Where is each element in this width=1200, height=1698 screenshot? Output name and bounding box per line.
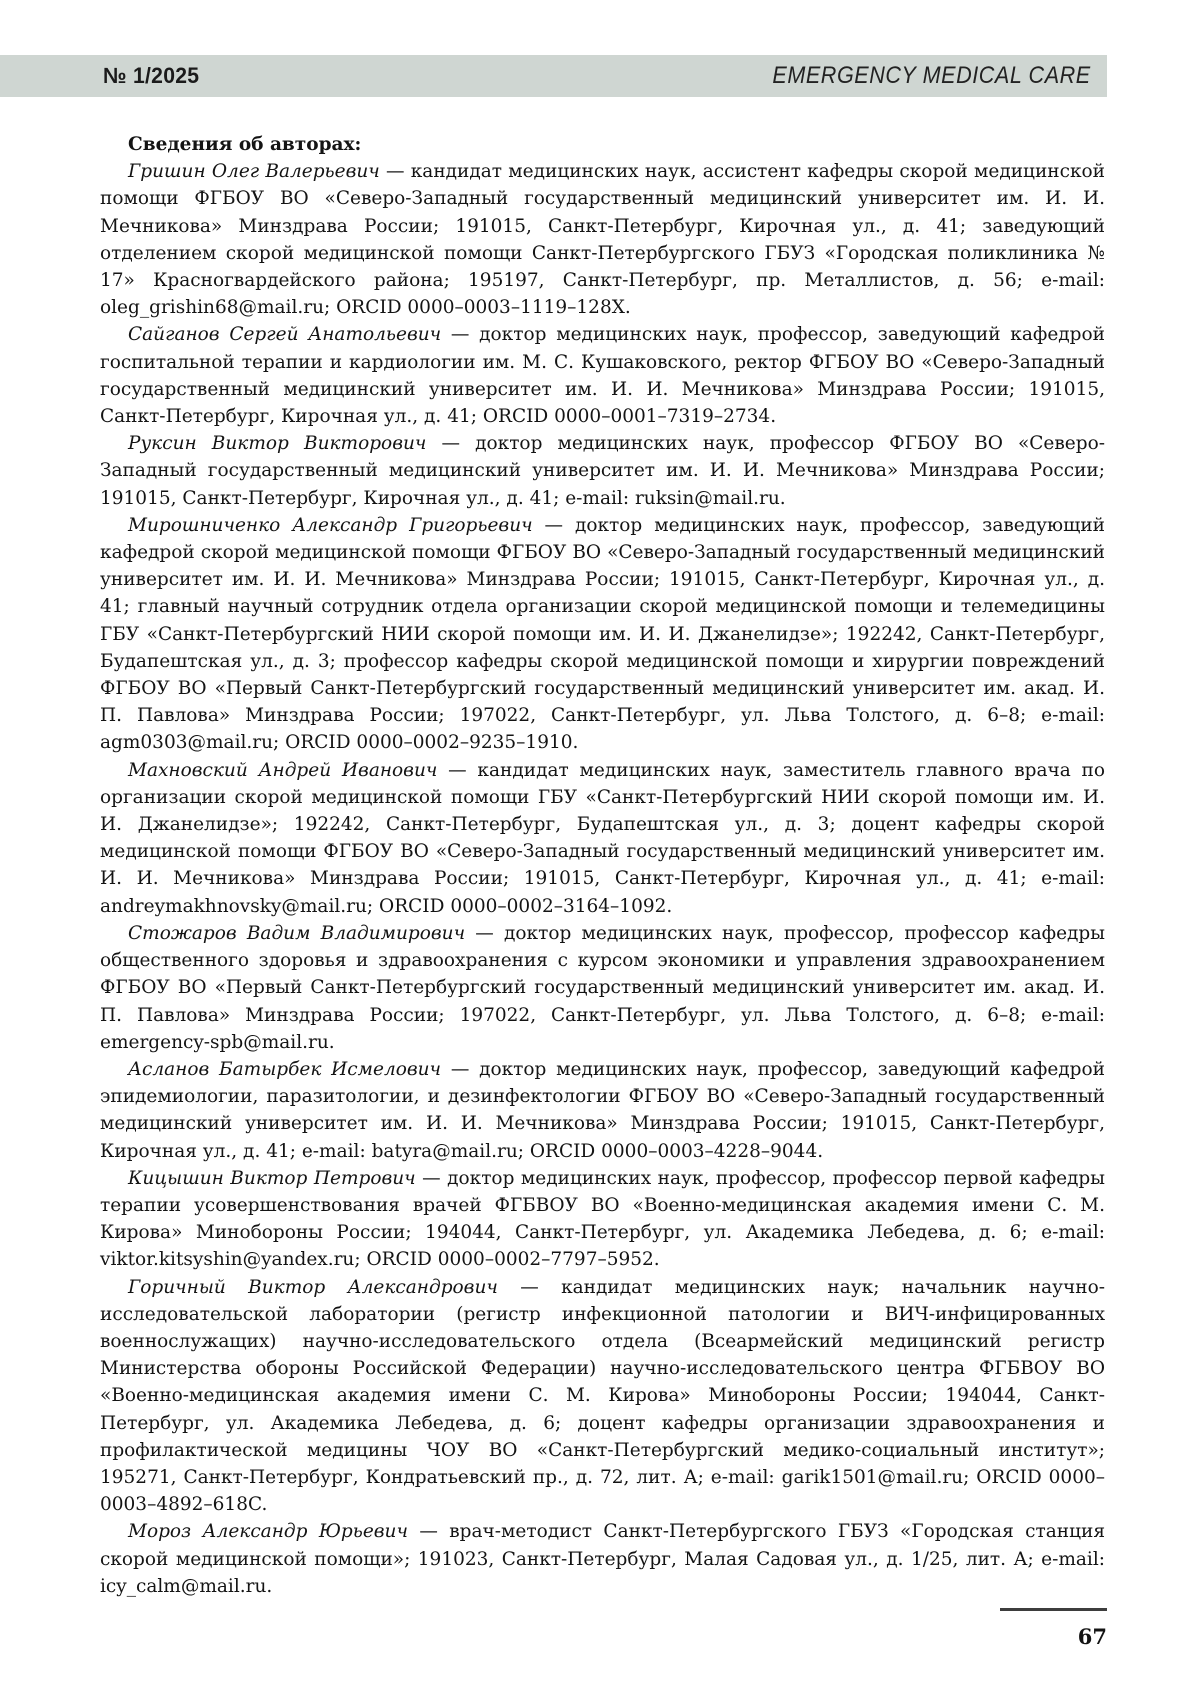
author-details: — кандидат медицинских наук, ассистент кафедры скорой медицинской помощи ФГБОУ ВО «Северо-Западный государственный медицинский университет им. И. И. Мечникова» Минздрава России; 191015, Санкт-Петербург, Кирочная ул., д. 41; заведующий отделением скорой медицинской помощи Санкт-Петербургского ГБУЗ «Городская поликлиника № 17» Красногвардейского района; 195197, Санкт-Петербург, пр. Металлистов, д. 56; e-mail: oleg_grishin68@mail.ru; ORCID 0000–0003–1119–128X. — [100, 161, 1106, 319]
author-details: — доктор медицинских наук, профессор, заведующий кафедрой скорой медицинской помощи ФГБОУ ВО «Северо-Западный государственный медицинский университет им. И. И. Мечникова» Минздрава России; 191015, Санкт-Петербург, Кирочная ул., д. 41; главный научный сотрудник отдела организации скорой медицинской помощи и телемедицины ГБУ «Санкт-Петербургский НИИ скорой помощи им. И. И. Джанелидзе»; 192242, Санкт-Петербург, Будапештская ул., д. 3; профессор кафедры скорой медицинской помощи и хирургии повреждений ФГБОУ ВО «Первый Санкт-Петербургский государственный медицинский университет им. акад. И. П. Павлова» Минздрава России; 197022, Санкт-Петербург, ул. Льва Толстого, д. 6–8; e-mail: agm0303@mail.ru; ORCID 0000–0002–9235–1910. — [100, 514, 1106, 754]
footer-rule — [1000, 1608, 1107, 1611]
author-details: — врач-методист Санкт-Петербургского ГБУЗ «Городская станция скорой медицинской помощи»; 191023, Санкт-Петербург, Малая Садовая ул., д. 1/25, лит. А; e-mail: icy_calm@mail.ru. — [100, 1521, 1105, 1597]
author-name: Руксин Виктор Викторович — [128, 433, 427, 455]
section-heading: Сведения об авторах: — [128, 134, 362, 155]
author-paragraph — [100, 512, 1105, 757]
author-paragraph — [100, 158, 1105, 321]
issue-number: № 1/2025 — [103, 63, 200, 88]
author-details: — кандидат медицинских наук, заместитель главного врача по организации скорой медицинской помощи ГБУ «Санкт-Петербургский НИИ скорой помощи им. И. И. Джанелидзе»; 192242, Санкт-Петербург, Будапештская ул., д. 3; доцент кафедры скорой медицинской помощи ФГБОУ ВО «Северо-Западный государственный медицинский университет им. И. И. Мечникова» Минздрава России; 191015, Санкт-Петербург, Кирочная ул., д. 41; e-mail: andreymakhnovsky@mail.ru; ORCID 0000–0002–3164–1092. — [100, 759, 1105, 917]
author-details: — доктор медицинских наук, профессор, заведующий кафедрой эпидемиологии, паразитологии, и дезинфектологии ФГБОУ ВО «Северо-Западный государственный медицинский университет им. И. И. Мечникова» Минздрава России; 191015, Санкт-Петербург, Кирочная ул., д. 41; e-mail: batyra@mail.ru; ORCID 0000–0003–4228–9044. — [100, 1058, 1105, 1162]
author-name: Сайганов Сергей Анатольевич — [128, 324, 442, 346]
author-details: — доктор медицинских наук, профессор, заведующий кафедрой госпитальной терапии и кардиологии им. М. С. Кушаковского, ректор ФГБОУ ВО «Северо-Западный государственный медицинский университет им. И. И. Мечникова» Минздрава России; 191015, Санкт-Петербург, Кирочная ул., д. 41; ORCID 0000–0001–7319–2734. — [100, 324, 1105, 428]
author-name: Стожаров Вадим Владимирович — [128, 922, 466, 944]
author-paragraph — [100, 757, 1105, 920]
journal-title: EMERGENCY MEDICAL CARE — [772, 62, 1091, 89]
author-paragraph — [100, 1518, 1105, 1600]
author-name: Мороз Александр Юрьевич — [128, 1521, 408, 1543]
author-paragraph — [100, 430, 1105, 512]
author-paragraph — [100, 1274, 1105, 1519]
page-header — [0, 55, 1107, 97]
author-details: — доктор медицинских наук, профессор, профессор первой кафедры терапии усовершенствования врачей ФГБВОУ ВО «Военно-медицинская академия имени С. М. Кирова» Минобороны России; 194044, Санкт-Петербург, ул. Академика Лебедева, д. 6; e-mail: viktor.kitsyshin@yandex.ru; ORCID 0000–0002–7797–5952. — [100, 1167, 1105, 1271]
author-details: — доктор медицинских наук, профессор, профессор кафедры общественного здоровья и здравоохранения с курсом экономики и управления здравоохранением ФГБОУ ВО «Первый Санкт-Петербургский государственный медицинский университет им. акад. И. П. Павлова» Минздрава России; 197022, Санкт-Петербург, ул. Льва Толстого, д. 6–8; e-mail: emergency-spb@mail.ru. — [100, 922, 1105, 1053]
author-details: — доктор медицинских наук, профессор ФГБОУ ВО «Северо-Западный государственный медицинский университет им. И. И. Мечникова» Минздрава России; 191015, Санкт-Петербург, Кирочная ул., д. 41; e-mail: ruksin@mail.ru. — [100, 433, 1105, 509]
author-paragraph — [100, 321, 1105, 430]
page-number: 67 — [1077, 1624, 1107, 1649]
author-details: — кандидат медицинских наук; начальник научно-исследовательской лаборатории (регистр инфекционной патологии и ВИЧ-инфицированных военнослужащих) научно-исследовательского отдела (Всеармейский медицинский регистр Министерства обороны Российской Федерации) научно-исследовательского центра ФГБВОУ ВО «Военно-медицинская академия имени С. М. Кирова» Минобороны России; 194044, Санкт-Петербург, ул. Академика Лебедева, д. 6; доцент кафедры организации здравоохранения и профилактической медицины ЧОУ ВО «Санкт-Петербургский медико-социальный институт»; 195271, Санкт-Петербург, Кондратьевский пр., д. 72, лит. А; e-mail: garik1501@mail.ru; ORCID 0000–0003–4892–618C. — [100, 1276, 1106, 1516]
author-name: Гришин Олег Валерьевич — [128, 161, 380, 183]
authors-section — [100, 131, 1105, 1600]
author-paragraph — [100, 920, 1105, 1056]
author-name: Махновский Андрей Иванович — [128, 759, 438, 781]
author-paragraph — [100, 1056, 1105, 1165]
author-name: Кицышин Виктор Петрович — [128, 1167, 416, 1189]
author-name: Мирошниченко Александр Григорьевич — [128, 514, 533, 536]
author-name: Горичный Виктор Александрович — [128, 1276, 498, 1298]
author-paragraph — [100, 1165, 1105, 1274]
author-name: Асланов Батырбек Исмелович — [128, 1058, 442, 1080]
